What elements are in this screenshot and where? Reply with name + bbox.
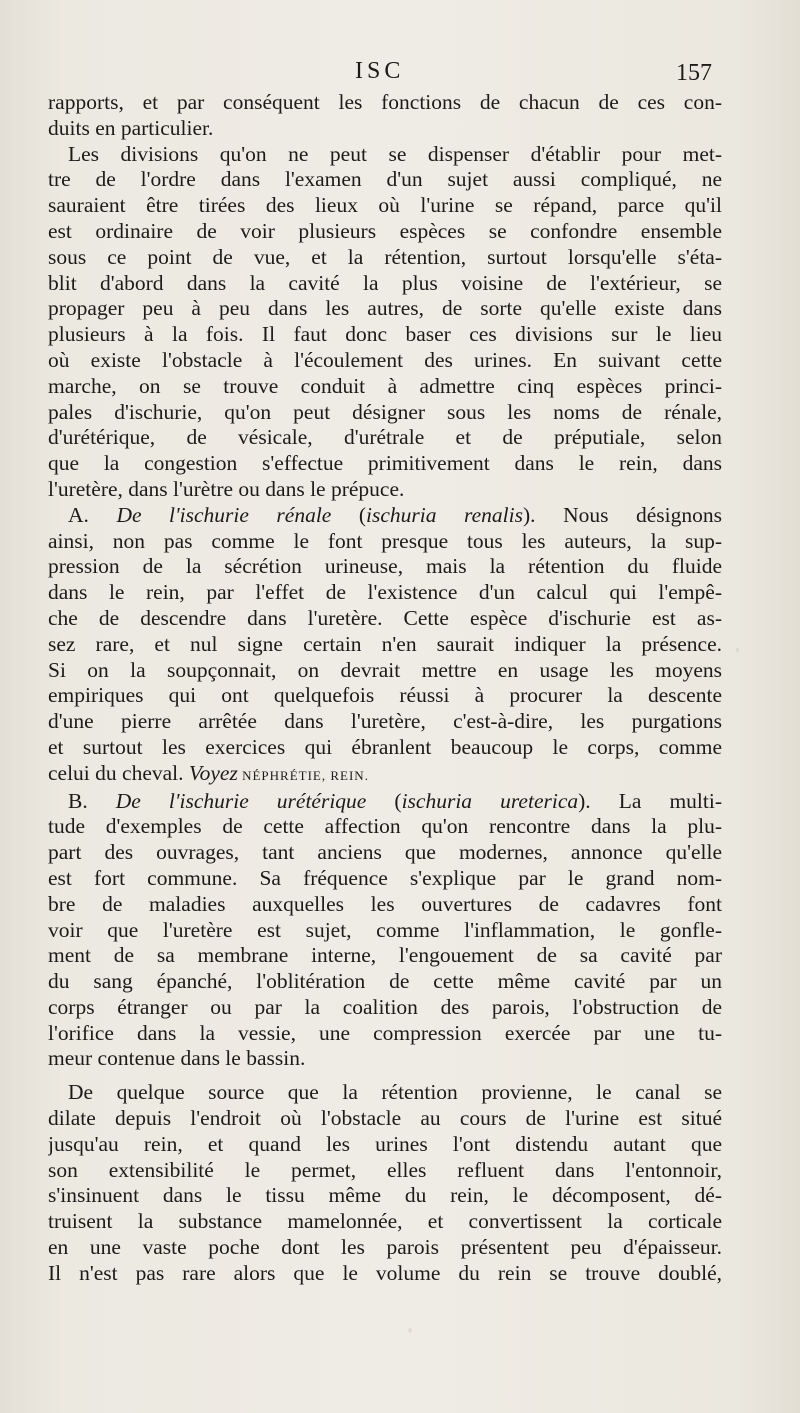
text-line: pression de la sécrétion urineuse, mais la rétention du fluide	[48, 554, 722, 579]
text-line: est fort commune. Sa fréquence s'explique par le grand nom-	[48, 865, 722, 890]
text-line: du sang épanché, l'oblitération de cette même cavité par un	[48, 969, 722, 994]
text-line: que la congestion s'effectue primitivement dans le rein, dans	[48, 451, 722, 476]
text-line: ment de sa membrane interne, l'engouement de sa cavité par	[48, 943, 722, 968]
paren: ).	[578, 788, 619, 813]
page-number: 157	[676, 60, 712, 86]
text-line: empiriques qui ont quelquefois réussi à procurer la descente	[48, 683, 722, 708]
text-line: bre de maladies auxquelles les ouvertures de cadavres font	[48, 891, 722, 916]
text-line: jusqu'au rein, et quand les urines l'ont distendu autant que	[48, 1131, 722, 1156]
text-line	[48, 761, 722, 789]
text-line: blit d'abord dans la cavité la plus voisine de l'extérieur, se	[48, 270, 722, 295]
section-letter: B.	[68, 788, 88, 813]
text-line: dilate depuis l'endroit où l'obstacle au cours de l'urine est situé	[48, 1106, 722, 1131]
paragraph-gap	[48, 1072, 722, 1080]
text-line: d'urétérique, de vésicale, d'urétrale et de préputiale, selon	[48, 425, 722, 450]
latin-term: ischuria ureterica	[401, 788, 579, 813]
text-line: De quelque source que la rétention provienne, le canal se	[68, 1080, 722, 1105]
text-span: La multi-	[618, 788, 722, 813]
text-line: tre de l'ordre dans l'examen d'un sujet aussi compliqué, ne	[48, 167, 722, 192]
cross-references: NÉPHRÉTIE, REIN.	[237, 767, 369, 783]
text-span: celui du cheval.	[48, 760, 189, 785]
text-line: son extensibilité le permet, elles refluent dans l'entonnoir,	[48, 1157, 722, 1182]
paragraph	[48, 90, 722, 142]
text-line: duits en particulier.	[48, 115, 214, 140]
text-line: et surtout les exercices qui ébranlent beaucoup le corps, comme	[48, 734, 722, 759]
text-line: part des ouvrages, tant anciens que modernes, annonce qu'elle	[48, 840, 722, 865]
body-text	[48, 90, 722, 1287]
section-title: De l'ischurie rénale	[116, 502, 332, 527]
text-line: pales d'ischurie, qu'on peut désigner sous les noms de rénale,	[48, 399, 722, 424]
text-line: d'une pierre arrêtée dans l'uretère, c'est-à-dire, les purgations	[48, 709, 722, 734]
text-line: ainsi, non pas comme le font presque tous les auteurs, la sup-	[48, 528, 722, 553]
text-line: s'insinuent dans le tissu même du rein, le décomposent, dé-	[48, 1183, 722, 1208]
text-line: rapports, et par conséquent les fonctions de chacun de ces con-	[48, 90, 722, 114]
paren: (	[366, 788, 402, 813]
ink-spot	[736, 648, 739, 652]
text-line: che de descendre dans l'uretère. Cette espèce d'ischurie est as-	[48, 605, 722, 630]
text-line: Les divisions qu'on ne peut se dispenser d'établir pour met-	[68, 141, 722, 166]
section-ureteric	[48, 789, 722, 1073]
text-line: meur contenue dans le bassin.	[48, 1046, 306, 1071]
paren: (	[331, 502, 367, 527]
text-line: en une vaste poche dont les parois présentent peu d'épaisseur.	[48, 1235, 722, 1260]
text-span: Nous désignons	[563, 502, 722, 527]
text-line: Si on la soupçonnait, on devrait mettre en usage les moyens	[48, 657, 722, 682]
section-title: De l'ischurie urétérique	[115, 788, 367, 813]
section-letter: A.	[68, 502, 89, 527]
text-line: marche, on se trouve conduit à admettre cinq espèces princi-	[48, 373, 722, 398]
text-line: truisent la substance mamelonnée, et convertissent la corticale	[48, 1209, 722, 1234]
latin-term: ischuria renalis	[366, 502, 523, 527]
text-line: dans le rein, par l'effet de l'existence d'un calcul qui l'empê-	[48, 580, 722, 605]
paren: ).	[522, 502, 564, 527]
text-line: sez rare, et nul signe certain n'en saurait indiquer la présence.	[48, 631, 722, 656]
text-line: propager peu à peu dans les autres, de sorte qu'elle existe dans	[48, 296, 722, 321]
running-head: ISC	[355, 58, 405, 84]
text-line: plusieurs à la fois. Il faut donc baser ces divisions sur le lieu	[48, 322, 722, 347]
page-header	[0, 58, 800, 92]
text-line: où existe l'obstacle à l'écoulement des urines. En suivant cette	[48, 347, 722, 372]
text-line: l'uretère, dans l'urètre ou dans le prépuce.	[48, 476, 405, 501]
text-line: est ordinaire de voir plusieurs espèces se confondre ensemble	[48, 218, 722, 243]
text-line: sauraient être tirées des lieux où l'urine se répand, parce qu'il	[48, 193, 722, 218]
text-line: sous ce point de vue, et la rétention, surtout lorsqu'elle s'éta-	[48, 244, 722, 269]
ink-spot	[408, 1328, 412, 1333]
text-line: voir que l'uretère est sujet, comme l'inflammation, le gonfle-	[48, 917, 722, 942]
text-line: tude d'exemples de cette affection qu'on rencontre dans la plu-	[48, 814, 722, 839]
paragraph	[48, 142, 722, 503]
section-renal	[48, 503, 722, 789]
voyez-reference: Voyez	[188, 760, 238, 785]
text-line: Il n'est pas rare alors que le volume du rein se trouve doublé,	[48, 1260, 722, 1285]
text-line: l'orifice dans la vessie, une compression exercée par une tu-	[48, 1020, 722, 1045]
section-heading-line	[48, 789, 722, 815]
section-heading-line	[48, 503, 722, 529]
text-line: corps étranger ou par la coalition des parois, l'obstruction de	[48, 994, 722, 1019]
paragraph	[48, 1080, 722, 1286]
